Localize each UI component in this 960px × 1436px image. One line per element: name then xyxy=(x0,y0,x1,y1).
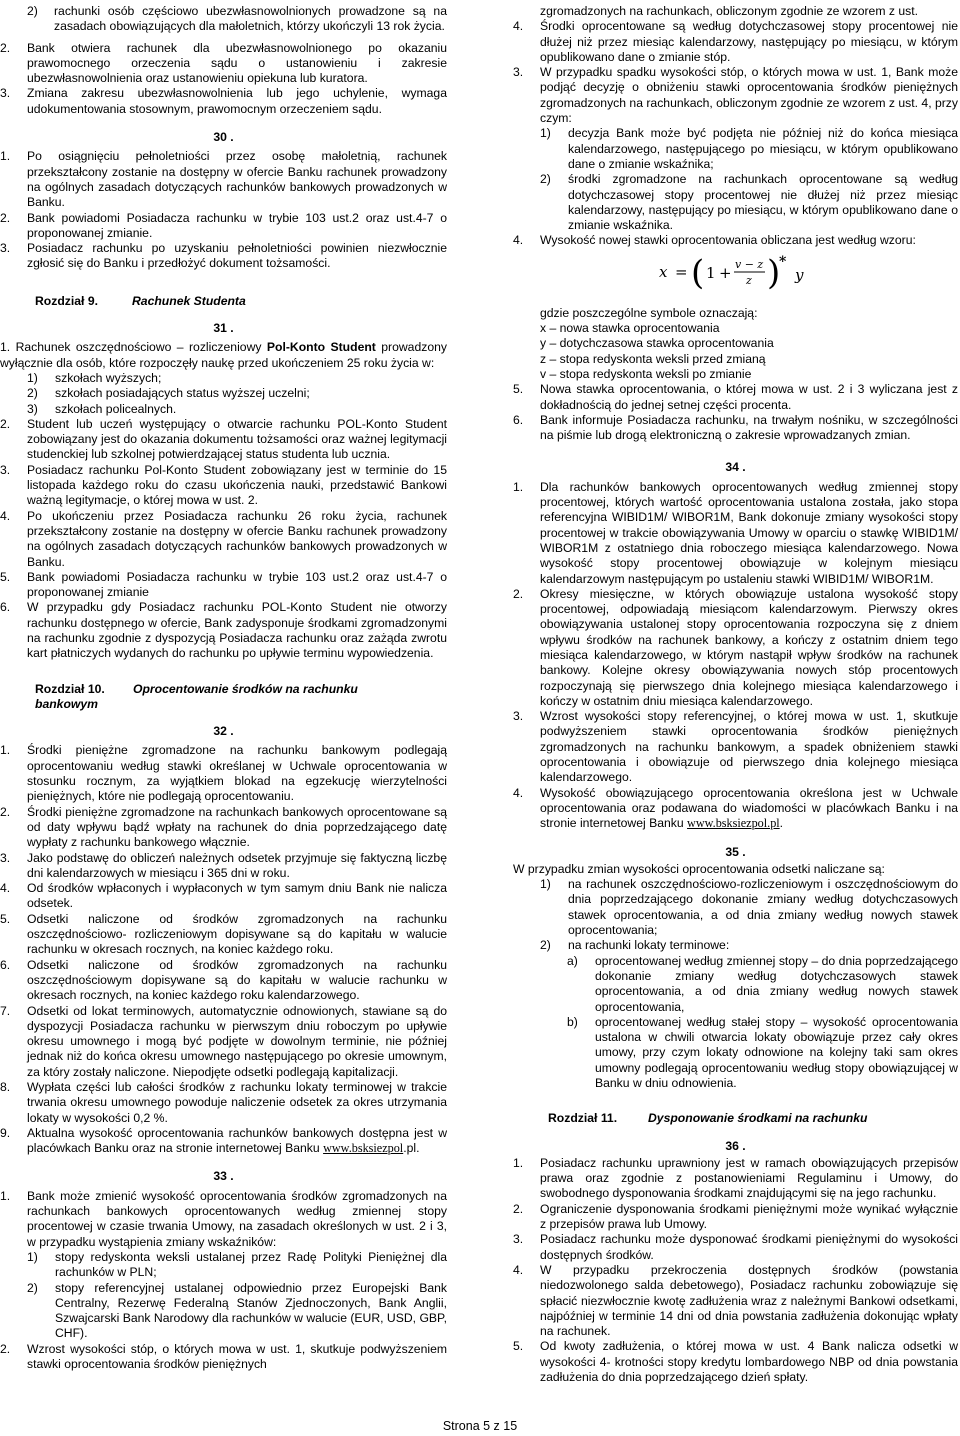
item-text: Posiadacz rachunku może dysponować środkami pieniężnymi do wysokości dostępnych środków. xyxy=(540,1232,958,1262)
item-text: rachunki osób częściowo ubezwłasnowolnionych prowadzone są na zasadach obowiązujących dla małoletnich, którzy ukończyli 13 rok życia. xyxy=(54,4,447,34)
item-number: 4. xyxy=(0,508,11,523)
item-number: 2. xyxy=(513,1201,524,1216)
item-number: 1) xyxy=(540,126,551,141)
list-item xyxy=(0,805,447,851)
item-text: Od środków wpłaconych i wypłaconych w tym samym dniu Bank nie nalicza odsetek. xyxy=(27,881,447,911)
item-number: 1) xyxy=(540,877,551,892)
sub-list-item xyxy=(27,1281,447,1342)
item-number: 2. xyxy=(0,210,11,225)
list-item xyxy=(513,587,958,709)
item-number: 5. xyxy=(513,1339,524,1354)
item-number: 8. xyxy=(0,1080,11,1094)
item-text: Ograniczenie dysponowania środkami pieniężnymi może wynikać wyłącznie z przepisów prawa lub Umowy. xyxy=(540,1201,958,1232)
item-text: Odsetki naliczone od środków zgromadzonych na rachunku oszczędnościowo- rozliczeniowym dopisywane są do kapitału w walucie rachunku w okresach rocznych, na koniec każdego roku. xyxy=(27,911,447,957)
item-text: Po osiągnięciu pełnoletniości przez osobę małoletnią, rachunek przekształcony zostanie na dostępny w ofercie Banku rachunek prowadzony na ogólnych zasadach dotyczących rachunków bankowych prowadzonych w Banku. xyxy=(27,149,447,210)
bank-website-link[interactable]: www.bsksiezpol xyxy=(323,1141,404,1156)
symbol-definition: y – dotychczasowa stawka oprocentowania xyxy=(540,336,774,351)
section-heading: 31 . xyxy=(213,321,234,336)
list-item xyxy=(0,463,447,509)
item-number: 4. xyxy=(513,233,524,248)
section-heading: 33 . xyxy=(213,1169,234,1184)
item-number: 3) xyxy=(27,401,38,416)
sub-list-item xyxy=(540,938,958,953)
list-item xyxy=(0,1004,447,1080)
item-text: szkołach posiadających status wyższej uczelni; xyxy=(55,386,310,401)
item-number: 1. xyxy=(0,340,11,355)
sub-sub-list-item xyxy=(567,954,958,1015)
item-text: Wzrost wysokości stopy referencyjnej, o której mowa w ust. 1, skutkuje podwyższeniem stawki oprocentowania środków pieniężnych zgromadzonych na rachunku bankowym, a spadek obniżeniem stawki oprocentowania i obowiązuje od pierwszego dnia kolejnego miesiąca kalendarzowego. xyxy=(540,709,958,785)
list-item xyxy=(513,786,958,832)
list-item xyxy=(0,851,447,882)
chapter-title-continued xyxy=(0,697,447,712)
chapter-heading xyxy=(0,682,447,697)
item-number: 1) xyxy=(27,1249,38,1264)
bank-website-link[interactable]: www.bsksiezpol.pl xyxy=(687,816,780,831)
item-text: stopy referencyjnej ustalanej odpowiednio przez Europejski Bank Centralny, Rezerwę Federalną Stanów Zjednoczonych, Bank Anglii, Szwajcarski Bank Narodowy dla rachunków w walucie (EUR, USD, GBP, CHF). xyxy=(55,1280,447,1341)
item-text: szkołach wyższych; xyxy=(55,370,162,385)
section-heading: 32 . xyxy=(213,724,234,739)
item-text: Odsetki od lokat terminowych, automatycznie odnowionych, stawiane są do dyspozycji Posiadacza rachunku w pierwszym dniu roboczym po upływie okresu umownego i mogą być podjęte w dowolnym terminie, nie później jednak niż do końca okresu umownego następującego po okresie umownym, za który zostały naliczone. Niepodjęte odsetki podlegają kapitalizacji. xyxy=(27,1003,447,1079)
list-item xyxy=(513,19,958,65)
item-text: Środki pieniężne zgromadzone na rachunku bankowym podlegają oprocentowaniu według stawki określanej w Uchwale oprocentowania w stosunku rocznym, za wyjątkiem blokad na egzekucję wierzytelności pieniężnych, które nie podlegają oprocentowaniu. xyxy=(27,743,447,804)
item-text xyxy=(27,1126,447,1157)
item-text: Posiadacz rachunku uprawniony jest w ramach obowiązujących przepisów prawa oraz zgodnie z postanowieniami Regulaminu i Umowy, do swobodnego dysponowania środkami znajdującymi się na jego rachunku. xyxy=(540,1155,958,1201)
item-number: 1. xyxy=(0,149,11,164)
item-number: 4. xyxy=(513,19,524,34)
item-text: Po ukończeniu przez Posiadacza rachunku 26 roku życia, rachunek przekształcony zostanie na dostępny w ofercie Banku rachunek prowadzony na ogólnych zasadach dotyczących rachunków bankowych prowadzonych w Banku. xyxy=(27,508,447,569)
paragraph xyxy=(0,340,447,371)
item-text: Okresy miesięczne, w których obowiązuje ustalona wysokość stopy procentowej, odpowiadają miesiącom kalendarzowym. Pierwszy okres obowiązywania ustalonej stopy oprocentowania rozpoczyna się z dniem wpływu środków na rachunek bankowy, a kończy z ostatnim dniem tego miesiąca kalendarzowego, w którym nastąpił wpływ środków na rachunek bankowy. Kolejne okresy obowiązywania nowych stóp procentowych rozpoczynają się pierwszego dnia kolejnego miesiąca kalendarzowego i kończy w ostatnim dniu miesiąca kalendarzowego. xyxy=(540,586,958,708)
item-number: 6. xyxy=(513,412,524,427)
item-number: 1. xyxy=(0,743,11,758)
formula-equals: = xyxy=(674,262,688,281)
item-text: Wysokość nowej stawki oprocentowania obliczana jest według wzoru: xyxy=(540,233,916,248)
item-number: 2) xyxy=(540,938,551,953)
formula-x: x xyxy=(658,262,667,281)
item-text: Student lub uczeń występujący o otwarcie rachunku POL-Konto Student zobowiązany jest do okazania dokumentu tożsamości oraz ważnej legitymacji studenckiej lub szkolnej potwierdzającej status studenta lub ucznia. xyxy=(27,416,447,462)
item-text: środki zgromadzone na rachunkach oprocentowane są według dotychczasowej stopy procentowej nie dłużej niż przez miesiąc kalendarzowy, następujący po miesiącu, w którym opublikowano dane o zmianie wskaźnika. xyxy=(568,172,958,233)
item-number: 2) xyxy=(27,386,38,401)
list-item xyxy=(513,1156,958,1202)
item-number: 2. xyxy=(0,416,11,431)
section-heading: 35 . xyxy=(725,844,746,859)
item-text: Wysokość obowiązującego oprocentowania określona jest w Uchwale oprocentowania oraz podawana do wiadomości w placówkach Banku i na stronie internetowej Banku xyxy=(540,785,958,831)
item-number: 2. xyxy=(0,40,11,55)
left-column xyxy=(0,4,447,1372)
item-text: Bank otwiera rachunek dla ubezwłasnowolnionego po okazaniu prawomocnego orzeczenia sądu o ustanowieniu i zakresie ubezwłasnowolnienia oraz ustanowieniu opiekuna lub kuratora. xyxy=(27,40,447,86)
item-text: W przypadku gdy Posiadacz rachunku POL-Konto Student nie otworzy rachunku dostępnego w ofercie, Bank zadysponuje środkami zgromadzonymi na rachunku zgodnie z dyspozycją Posiadacza rachunku oraz zażąda zwrotu kart płatniczych wydanych do rachunku po upływie terminu wypowiedzenia. xyxy=(27,600,447,661)
formula-one: 1 xyxy=(705,263,716,282)
item-number: 4. xyxy=(513,1262,524,1277)
list-item xyxy=(0,1126,447,1157)
formula-numerator: v − z xyxy=(734,257,763,271)
list-item xyxy=(0,912,447,958)
item-number: 3. xyxy=(0,86,11,101)
item-text: Bank powiadomi Posiadacza rachunku w trybie 103 ust.2 oraz ust.4-7 o proponowanej zmianie. xyxy=(27,210,447,240)
list-item xyxy=(513,65,958,126)
list-item xyxy=(513,480,958,587)
symbol-definition: z – stopa redyskonta weksli przed zmianą xyxy=(540,351,766,366)
item-number: a) xyxy=(567,953,578,968)
item-text: Posiadacz rachunku Pol-Konto Student zobowiązany jest w terminie do 15 listopada każdego roku do czasu ukończenia nauki, przedstawić Bankowi ważną legitymacje, o której mowa w ust. 2. xyxy=(27,462,447,508)
chapter-heading xyxy=(513,1111,958,1126)
item-number: 3. xyxy=(513,1232,524,1247)
list-item xyxy=(0,600,447,661)
item-number: 5. xyxy=(0,569,11,584)
chapter-heading xyxy=(0,294,447,309)
section-heading: 30 . xyxy=(213,130,234,145)
item-text: Od kwoty zadłużenia, o której mowa w ust. 4 Bank nalicza odsetki w wysokości 4- krotności stopy kredytu lombardowego NBP od dnia powstania zadłużenia do dnia poprzedzającego dzień spłaty. xyxy=(540,1339,958,1385)
item-number: 2. xyxy=(0,1341,11,1356)
item-text: Rachunek oszczędnościowo – rozliczeniowy xyxy=(15,340,267,355)
sub-list-item xyxy=(27,386,447,401)
list-item xyxy=(0,41,447,87)
list-item xyxy=(513,233,958,248)
formula-graphic xyxy=(651,252,821,292)
page-number: Strona 5 z 15 xyxy=(442,1419,518,1433)
item-number: 2) xyxy=(27,1280,38,1295)
item-text: szkołach policealnych. xyxy=(55,401,177,416)
chapter-label: Rozdział 9. xyxy=(35,293,98,308)
list-item xyxy=(0,417,447,463)
list-item xyxy=(513,1263,958,1339)
item-text: Zmiana zakresu ubezwłasnowolnienia lub jego uchylenie, wymaga udokumentowania stosownym, prawomocnym orzeczeniem sądu. xyxy=(27,86,447,116)
item-text: Środki oprocentowane są według dotychczasowej stopy procentowej nie dłużej niż przez miesiąc kalendarzowy, następujący po miesiącu, w którym opublikowano dane o zmianie stóp. xyxy=(540,19,958,64)
formula-left-paren: ( xyxy=(690,252,704,292)
chapter-label: Rozdział 11. xyxy=(548,1111,618,1126)
item-number: b) xyxy=(567,1014,578,1029)
item-number: 6. xyxy=(0,600,11,615)
item-text: W przypadku spadku wysokości stóp, o których mowa w ust. 1, Bank może podjąć decyzję o obniżeniu stawki oprocentowania środków pieniężnych zgromadzonych na rachunkach, obliczonym zgodnie ze wzorem z ust. 4, przy czym: xyxy=(540,65,958,126)
list-item xyxy=(0,570,447,601)
list-item xyxy=(0,509,447,570)
item-text: Jako podstawę do obliczeń należnych odsetek przyjmuje się faktyczną liczbę dni kalendarzowych w miesiącu i 365 dni w roku. xyxy=(27,850,447,880)
item-text: Posiadacz rachunku po uzyskaniu pełnoletniości powinien niezwłocznie zgłosić się do Banku i przedłożyć dokument tożsamości. xyxy=(27,241,447,271)
item-text: prowadzony wyłącznie dla osób, które rozpoczęły naukę przed ukończeniem 25 roku życia w: xyxy=(0,340,447,370)
list-item xyxy=(0,86,447,117)
symbols-intro: gdzie poszczególne symbole oznaczają: xyxy=(540,305,758,320)
product-name: Pol-Konto Student xyxy=(266,340,376,355)
paragraph: W przypadku zmian wysokości oprocentowania odsetki naliczane są: xyxy=(513,861,885,876)
chapter-title: bankowym xyxy=(35,696,98,711)
item-number: 6. xyxy=(0,957,11,972)
list-item xyxy=(513,1202,958,1233)
formula-denominator: z xyxy=(745,273,752,287)
symbol-definition: x – nowa stawka oprocentowania xyxy=(540,321,720,336)
item-number: 5. xyxy=(513,382,524,397)
item-number: 3. xyxy=(513,65,524,80)
item-text: Bank może zmienić wysokość oprocentowania środków zgromadzonych na rachunkach bankowych oprocentowanych według zmiennej stopy procentowej w czasie trwania Umowy, na zasadach określonych w ust. 2 i 3, w przypadku wystąpienia zmiany wskaźników: xyxy=(27,1188,447,1249)
item-text: Wzrost wysokości stóp, o których mowa w ust. 1, skutkuje podwyższeniem stawki oprocentowania środków pieniężnych xyxy=(27,1341,447,1372)
item-number: 3. xyxy=(0,462,11,477)
sub-list-item xyxy=(27,1250,447,1281)
item-number: 2) xyxy=(27,4,38,18)
item-number: 5. xyxy=(0,911,11,926)
list-item xyxy=(0,1080,447,1126)
section-heading: 34 . xyxy=(725,460,746,475)
symbol-definition: v – stopa redyskonta weksli po zmianie xyxy=(540,366,752,381)
chapter-title: Dysponowanie środkami na rachunku xyxy=(648,1111,868,1126)
item-text: . xyxy=(779,816,784,831)
item-text: na rachunki lokaty terminowe: xyxy=(568,938,730,953)
formula-plus: + xyxy=(718,263,732,282)
formula-right-paren: ) xyxy=(766,252,780,292)
item-number: 1. xyxy=(513,1155,524,1170)
item-text: oprocentowanej według zmiennej stopy – do dnia poprzedzającego dokonanie zmiany według dotychczasowych stawek oprocentowania, a od dnia zmiany według nowych stawek oprocentowania, xyxy=(595,953,958,1014)
item-text xyxy=(540,786,958,832)
item-text: Aktualna wysokość oprocentowania rachunków bankowych dostępna jest w placówkach Banku oraz na stronie internetowej Banku xyxy=(27,1125,447,1156)
list-item xyxy=(0,958,447,1004)
sub-list-item xyxy=(27,371,447,386)
sub-list-item xyxy=(27,402,447,417)
item-text: oprocentowanej według stałej stopy – wysokość oprocentowania ustalona w chwili otwarcia lokaty obowiązuje przez cały okres umowy, przy czym lokaty odnowione na kolejny taki sam okres umowny podlegają oprocentowaniu według stopy obowiązującej w Banku w dniu odnowienia. xyxy=(595,1014,958,1090)
list-item xyxy=(0,743,447,804)
right-column xyxy=(513,4,958,1385)
item-text: decyzja Bank może być podjęta nie później niż do końca miesiąca kalendarzowego, następującego po miesiącu, w którym opublikowano dane o zmianie wskaźnika; xyxy=(568,126,958,171)
item-number: 2. xyxy=(513,586,524,601)
item-text: na rachunek oszczędnościowo-rozliczeniowym i oszczędnościowym do dnia poprzedzającego dokonanie zmiany według dotychczasowych stawek oprocentowania, a od dnia zmiany według nowych stawek oprocentowania; xyxy=(568,877,958,938)
formula-y: y xyxy=(794,265,803,284)
item-text: .pl. xyxy=(403,1141,420,1156)
item-text: stopy redyskonta weksli ustalanej przez Radę Polityki Pieniężnej dla rachunków w PLN; xyxy=(55,1249,447,1280)
item-number: 4. xyxy=(513,785,524,800)
list-item xyxy=(513,1339,958,1385)
list-item xyxy=(0,241,447,272)
item-text: Nowa stawka oprocentowania, o której mowa w ust. 2 i 3 wyliczana jest z dokładnością do jednej setnej części procenta. xyxy=(540,382,958,412)
item-number: 1) xyxy=(27,370,38,385)
sub-sub-list-item xyxy=(567,1015,958,1091)
sub-list-item xyxy=(540,172,958,233)
interest-rate-formula xyxy=(513,252,958,292)
item-number: 3. xyxy=(513,709,524,724)
list-item xyxy=(0,4,447,35)
item-number: 9. xyxy=(0,1125,11,1140)
item-number: 1. xyxy=(0,1188,11,1203)
item-text: W przypadku przekroczenia dostępnych środków (powstania niedozwolonego salda debetowego), Posiadacz rachunku zobowiązuje się spłacić niezwłocznie kwotę zadłużenia wraz z należnymi Bankowi odsetkami, najpóźniej w terminie 14 dni od dnia powstania zadłużenia dokonując wpłaty na rachunek. xyxy=(540,1262,958,1339)
item-number: 3. xyxy=(0,241,11,256)
item-text: Bank informuje Posiadacza rachunku, na trwałym nośniku, w szczególności na piśmie lub drogą elektroniczną o zakresie wprowadzanych zmian. xyxy=(540,412,958,443)
item-number: 2. xyxy=(0,804,11,819)
item-text: Bank powiadomi Posiadacza rachunku w trybie 103 ust.2 oraz ust.4-7 o proponowanej zmianie xyxy=(27,569,447,600)
list-item xyxy=(0,881,447,912)
list-item xyxy=(0,1189,447,1250)
section-heading: 36 . xyxy=(725,1138,746,1153)
list-item xyxy=(513,413,958,444)
item-number: 1. xyxy=(513,479,524,494)
formula-exponent: * xyxy=(778,253,786,270)
item-text: Wypłata części lub całości środków z rachunku lokaty terminowej w trakcie trwania okresu umownego powoduje naliczenie odsetek za okres utrzymania lokaty w wysokości 0,2 %. xyxy=(27,1080,447,1125)
list-item xyxy=(513,382,958,413)
list-item xyxy=(513,709,958,785)
item-text: Odsetki naliczone od środków zgromadzonych na rachunku oszczędnościowym dopisywane są do kapitału w walucie rachunku w okresach rocznych, na koniec każdego roku kalendarzowego. xyxy=(27,957,447,1003)
list-item xyxy=(0,211,447,242)
item-text: Środki pieniężne zgromadzone na rachunkach bankowych oprocentowane są od daty wpływu bądź wpłaty na rachunek do dnia poprzedzającego datę wypłaty z rachunku bankowego włącznie. xyxy=(27,804,447,850)
item-number: 3. xyxy=(0,850,11,865)
sub-list-item xyxy=(540,126,958,172)
paragraph-continuation: zgromadzonych na rachunkach, obliczonym zgodnie ze wzorem z ust. xyxy=(540,4,918,18)
item-number: 7. xyxy=(0,1003,11,1018)
item-number: 4. xyxy=(0,881,11,896)
sub-list-item xyxy=(540,877,958,938)
list-item xyxy=(0,149,447,210)
chapter-label: Rozdział 10. xyxy=(35,681,105,696)
chapter-title: Oprocentowanie środków na rachunku xyxy=(133,681,358,696)
chapter-title: Rachunek Studenta xyxy=(132,293,246,308)
item-text: Dla rachunków bankowych oprocentowanych według zmiennej stopy procentowej, których wartość oprocentowania ustalona została, jako stopa referencyjna WIBID1M/ WIBOR1M, Bank dokonuje zmiany wysokości stopy procentowej w trakcie obowiązywania Umowy w oparciu o stawkę WIBID1M/ WIBOR1M z ostatniego dnia roboczego miesiąca kalendarzowego. Nowa wysokość stopy procentowej obowiązuje w kolejnym miesiącu kalendarzowym następującym po ustaleniu stawki WIBID1M/ WIBOR1M. xyxy=(540,479,958,586)
list-item xyxy=(0,1342,447,1373)
list-item xyxy=(513,1232,958,1263)
item-number: 2) xyxy=(540,172,551,187)
